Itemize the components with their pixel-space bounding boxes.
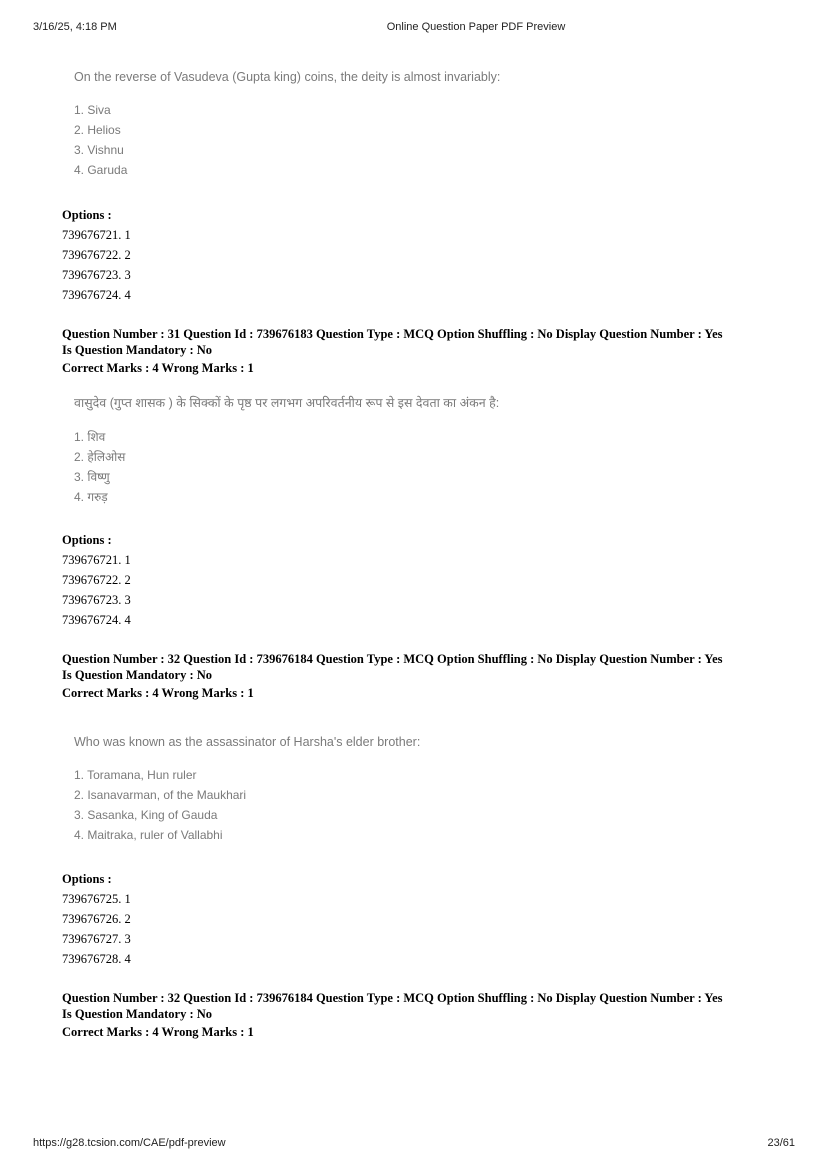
option-line: 739676721. 1 xyxy=(62,553,131,567)
question-meta-q32-hindi xyxy=(62,991,782,1041)
options-block-q32 xyxy=(62,869,131,969)
option-line: 739676726. 2 xyxy=(62,912,131,926)
options-block-q30 xyxy=(62,205,131,305)
option-line: 739676724. 4 xyxy=(62,288,131,302)
option-line: 739676723. 3 xyxy=(62,268,131,282)
question-marks: Correct Marks : 4 Wrong Marks : 1 xyxy=(62,361,254,375)
choice-item: 2. Helios xyxy=(74,123,121,137)
options-label: Options : xyxy=(62,872,112,886)
option-line: 739676727. 3 xyxy=(62,932,131,946)
question-mandatory: Is Question Mandatory : No xyxy=(62,667,213,682)
print-datetime: 3/16/25, 4:18 PM xyxy=(33,21,117,33)
option-line: 739676728. 4 xyxy=(62,952,131,966)
question-stem: On the reverse of Vasudeva (Gupta king) coins, the deity is almost invariably: xyxy=(74,70,501,84)
choice-item: 4. Maitraka, ruler of Vallabhi xyxy=(74,828,223,842)
options-label: Options : xyxy=(62,208,112,222)
page-number: 23/61 xyxy=(767,1137,795,1149)
choice-item: 4. गरुड़ xyxy=(74,490,108,504)
print-url: https://g28.tcsion.com/CAE/pdf-preview xyxy=(33,1137,226,1149)
choice-item: 1. Toramana, Hun ruler xyxy=(74,768,197,782)
question-marks: Correct Marks : 4 Wrong Marks : 1 xyxy=(62,1025,254,1039)
choice-item: 2. हेलिओस xyxy=(74,450,126,464)
question-mandatory: Is Question Mandatory : No xyxy=(62,1006,213,1021)
question-meta-q31 xyxy=(62,327,782,377)
option-line: 739676723. 3 xyxy=(62,593,131,607)
options-block-q31 xyxy=(62,530,131,630)
choice-list xyxy=(74,765,420,845)
question-stem: वासुदेव (गुप्त शासक ) के सिक्कों के पृष्ठ पर लगभग अपरिवर्तनीय रूप से इस देवता का अंकन है: xyxy=(74,396,500,410)
question-image-q31 xyxy=(74,394,499,507)
question-image-q30 xyxy=(74,70,500,180)
option-line: 739676722. 2 xyxy=(62,573,131,587)
choice-item: 3. Sasanka, King of Gauda xyxy=(74,808,218,822)
choice-item: 2. Isanavarman, of the Maukhari xyxy=(74,788,247,802)
question-mandatory: Is Question Mandatory : No xyxy=(62,342,213,357)
choice-item: 3. विष्णु xyxy=(74,470,110,484)
option-line: 739676722. 2 xyxy=(62,248,131,262)
choice-item: 1. Siva xyxy=(74,103,111,117)
question-meta-line: Question Number : 32 Question Id : 739676184 Question Type : MCQ Option Shuffling : No Display Question Number : Yes xyxy=(62,991,723,1005)
print-title: Online Question Paper PDF Preview xyxy=(386,21,566,33)
question-meta-line: Question Number : 32 Question Id : 739676184 Question Type : MCQ Option Shuffling : No Display Question Number : Yes xyxy=(62,652,723,666)
choice-item: 3. Vishnu xyxy=(74,143,124,157)
choice-list xyxy=(74,100,500,180)
question-stem: Who was known as the assassinator of Harsha's elder brother: xyxy=(74,735,421,749)
choice-item: 1. शिव xyxy=(74,430,106,444)
question-meta-q32 xyxy=(62,652,782,702)
option-line: 739676725. 1 xyxy=(62,892,131,906)
question-meta-line: Question Number : 31 Question Id : 739676183 Question Type : MCQ Option Shuffling : No Display Question Number : Yes xyxy=(62,327,723,341)
option-line: 739676724. 4 xyxy=(62,613,131,627)
choice-item: 4. Garuda xyxy=(74,163,128,177)
choice-list xyxy=(74,427,499,507)
question-marks: Correct Marks : 4 Wrong Marks : 1 xyxy=(62,686,254,700)
options-label: Options : xyxy=(62,533,112,547)
question-image-q32 xyxy=(74,735,420,845)
option-line: 739676721. 1 xyxy=(62,228,131,242)
